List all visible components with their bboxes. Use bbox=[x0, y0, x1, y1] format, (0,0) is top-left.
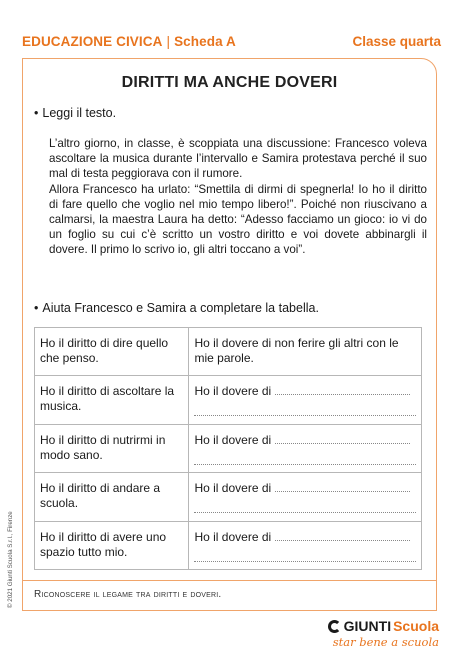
page-title: DIRITTI MA ANCHE DOVERI bbox=[121, 74, 338, 91]
logo-brand: GIUNTI bbox=[343, 618, 392, 634]
answer-line[interactable] bbox=[275, 491, 410, 492]
passage-paragraph: L’altro giorno, in classe, è scoppiata una discussione: Francesco voleva ascoltare la musica durante l’intervallo e Samira protestava perché il suo mal di testa peggiorava con il rumore. bbox=[49, 137, 427, 181]
duty-prefix: Ho il dovere di bbox=[194, 481, 272, 495]
reading-passage bbox=[49, 136, 427, 258]
learning-objective: Riconoscere il legame tra diritti e doveri. bbox=[34, 589, 222, 600]
duty-cell: Ho il dovere di non ferire gli altri con le mie parole. bbox=[189, 328, 422, 376]
right-cell: Ho il diritto di avere uno spazio tutto mio. bbox=[35, 522, 189, 570]
copyright-notice: © 2021 Giunti Scuola S.r.l., Firenze bbox=[7, 511, 14, 608]
bullet-icon: • bbox=[34, 301, 39, 315]
duty-prefix: Ho il dovere di bbox=[194, 384, 272, 398]
giunti-logo-icon bbox=[328, 620, 341, 633]
grade-label: Classe quarta bbox=[352, 34, 441, 49]
frame-divider bbox=[22, 580, 437, 581]
table-row bbox=[35, 473, 422, 522]
duty-cell[interactable] bbox=[189, 522, 422, 570]
logo-brand-suffix: Scuola bbox=[393, 618, 439, 634]
sheet-label: Scheda A bbox=[174, 34, 236, 49]
header-separator: | bbox=[166, 34, 171, 49]
answer-line[interactable] bbox=[194, 498, 416, 513]
logo-tagline: star bene a scuola bbox=[332, 635, 439, 649]
page-header bbox=[22, 34, 441, 54]
duty-cell[interactable] bbox=[189, 425, 422, 473]
instruction-table-text: Aiuta Francesco e Samira a completare la tabella. bbox=[42, 301, 319, 315]
duty-prefix: Ho il dovere di bbox=[194, 433, 272, 447]
answer-line[interactable] bbox=[194, 547, 416, 562]
publisher-logo bbox=[328, 618, 439, 649]
duty-prefix: Ho il dovere di bbox=[194, 530, 272, 544]
header-subject-group bbox=[22, 34, 236, 49]
table-row bbox=[35, 425, 422, 473]
table-row bbox=[35, 328, 422, 376]
answer-line[interactable] bbox=[275, 540, 410, 541]
subject-label: EDUCAZIONE CIVICA bbox=[22, 34, 163, 49]
instruction-read-text: Leggi il testo. bbox=[42, 106, 117, 120]
table-row bbox=[35, 522, 422, 570]
right-cell: Ho il diritto di andare a scuola. bbox=[35, 473, 189, 522]
bullet-icon: • bbox=[34, 106, 39, 120]
instruction-read bbox=[34, 106, 116, 120]
right-cell: Ho il diritto di nutrirmi in modo sano. bbox=[35, 425, 189, 473]
table-row bbox=[35, 376, 422, 425]
answer-line[interactable] bbox=[194, 401, 416, 416]
right-cell: Ho il diritto di ascoltare la musica. bbox=[35, 376, 189, 425]
instruction-table bbox=[34, 301, 319, 315]
answer-line[interactable] bbox=[194, 450, 416, 465]
rights-duties-table bbox=[34, 327, 422, 570]
logo-wordmark bbox=[328, 618, 439, 634]
right-cell: Ho il diritto di dire quello che penso. bbox=[35, 328, 189, 376]
duty-cell[interactable] bbox=[189, 376, 422, 425]
duty-cell[interactable] bbox=[189, 473, 422, 522]
answer-line[interactable] bbox=[275, 443, 410, 444]
answer-line[interactable] bbox=[275, 394, 410, 395]
passage-paragraph: Allora Francesco ha urlato: “Smettila di dirmi di spegnerla! Io ho il diritto di fare quello che voglio nel mio tempo libero!”. Poiché non riuscivano a calmarsi, la maestra Laura ha detto: “Adesso facciamo un gioco: io vi do un foglio su cui c’è scritto un vostro diritto e voi dovete abbinargli il dovere. Il primo lo scrivo io, gli altri toccano a voi”. bbox=[49, 182, 427, 257]
